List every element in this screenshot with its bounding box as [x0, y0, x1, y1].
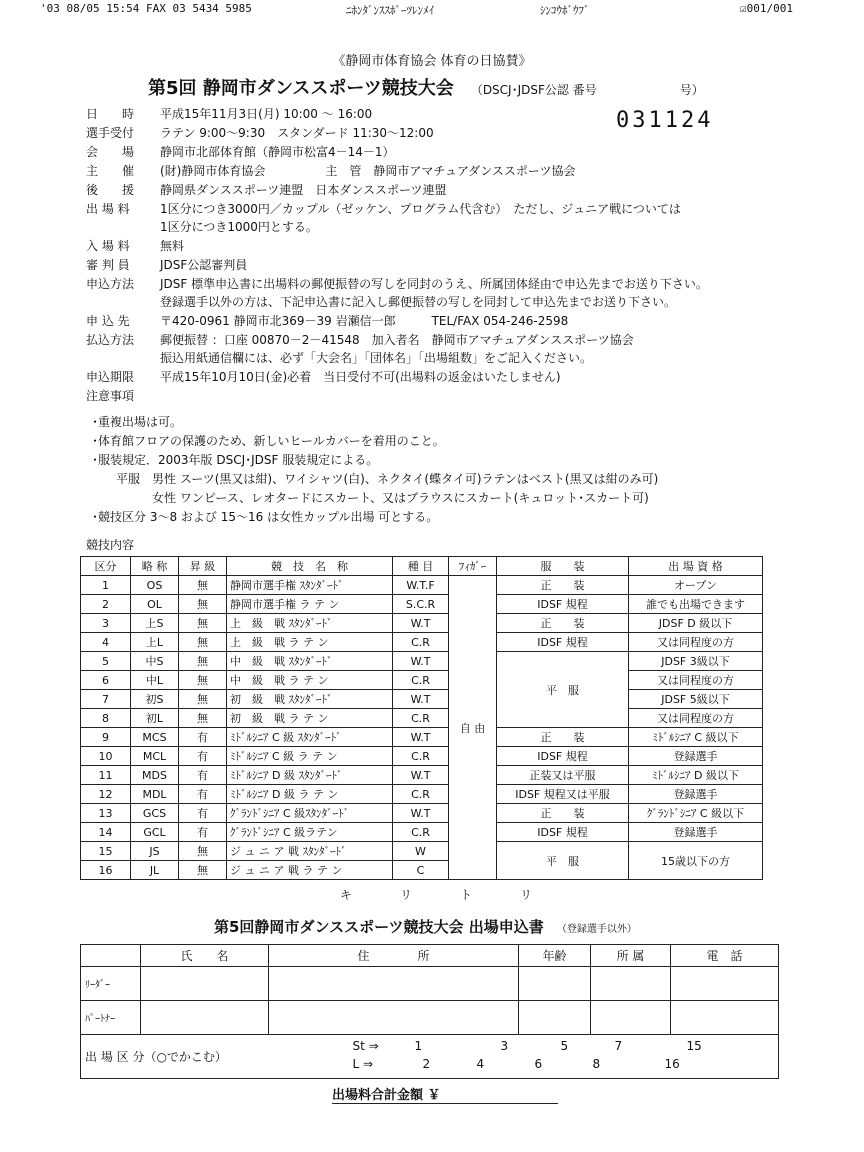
event-promotion: 無: [179, 633, 227, 652]
events-header-cell: 出 場 資 格: [629, 557, 763, 576]
event-row: [81, 747, 763, 766]
event-no: 16: [81, 861, 131, 880]
event-name: 中 級 戦 ｽﾀﾝﾀﾞｰﾄﾞ: [227, 652, 393, 671]
st-class-number[interactable]: 3: [500, 1038, 509, 1053]
events-heading: 競技内容: [86, 538, 135, 552]
form-header-age: 年齢: [519, 945, 591, 967]
event-dances: W: [393, 842, 449, 861]
document-title: 第5回 静岡市ダンススポーツ競技大会: [148, 78, 454, 99]
event-code: 中S: [131, 652, 179, 671]
event-row: [81, 595, 763, 614]
event-dances: C: [393, 861, 449, 880]
event-name: 中 級 戦 ラ テ ン: [227, 671, 393, 690]
event-dress: 平 服: [497, 842, 629, 880]
note-item: 平服 男性 スーツ(黒又は紺)、ワイシャツ(白)、ネクタイ(蝶タイ可)ラテンはベスト(黒又は紺のみ可): [92, 472, 659, 486]
event-qualification: ｸﾞﾗﾝﾄﾞｼﾆｱ C 級以下: [629, 804, 763, 823]
event-promotion: 有: [179, 747, 227, 766]
fax-datetime: '03 08/05 15:54 FAX 03 5434 5985: [40, 2, 252, 15]
event-row: [81, 766, 763, 785]
event-qualification: オープン: [629, 576, 763, 595]
form-title-line: [214, 916, 637, 937]
note-item: 女性 ワンピース、レオタードにスカート、又はブラウスにスカート(キュロット･スカート可): [92, 491, 649, 505]
info-label: 入 場 料: [86, 239, 130, 253]
event-no: 10: [81, 747, 131, 766]
info-label: 払込方法: [86, 333, 135, 347]
event-promotion: 有: [179, 728, 227, 747]
note-item: ･競技区分 3～8 および 15～16 は女性カップル出場 可とする。: [92, 510, 439, 524]
event-qualification: 又は同程度の方: [629, 633, 763, 652]
event-code: 初S: [131, 690, 179, 709]
leader-age-field[interactable]: [519, 967, 591, 1001]
info-value: 静岡県ダンススポーツ連盟 日本ダンススポーツ連盟: [160, 183, 447, 197]
event-name: 静岡市選手権 ｽﾀﾝﾀﾞｰﾄﾞ: [227, 576, 393, 595]
event-dress: IDSF 規程: [497, 633, 629, 652]
event-qualification: 登録選手: [629, 747, 763, 766]
info-label: 選手受付: [86, 126, 135, 140]
event-promotion: 無: [179, 671, 227, 690]
event-dances: C.R: [393, 633, 449, 652]
event-name: ｸﾞﾗﾝﾄﾞｼﾆｱ C 級ｽﾀﾝﾀﾞｰﾄﾞ: [227, 804, 393, 823]
event-name: 上 級 戦 ラ テ ン: [227, 633, 393, 652]
event-row: [81, 576, 763, 595]
fax-header: [40, 2, 840, 16]
event-promotion: 無: [179, 576, 227, 595]
leader-address-field[interactable]: [269, 967, 519, 1001]
event-dances: W.T: [393, 728, 449, 747]
fax-dept: ｼﾝｺｳﾎﾞｳﾌﾞ: [540, 4, 590, 17]
info-label: 主 催: [86, 164, 135, 178]
l-class-number[interactable]: 8: [592, 1056, 601, 1071]
event-row: [81, 652, 763, 671]
partner-affiliation-field[interactable]: [591, 1001, 671, 1035]
event-row: [81, 804, 763, 823]
event-name: ﾐﾄﾞﾙｼﾆｱ C 級 ｽﾀﾝﾀﾞｰﾄﾞ: [227, 728, 393, 747]
event-dress: IDSF 規程: [497, 823, 629, 842]
info-value: 1区分につき1000円とする。: [160, 220, 318, 234]
event-qualification: ﾐﾄﾞﾙｼﾆｱ C 級以下: [629, 728, 763, 747]
event-qualification: JDSF D 級以下: [629, 614, 763, 633]
event-dances: S.C.R: [393, 595, 449, 614]
event-row: [81, 671, 763, 690]
event-promotion: 無: [179, 690, 227, 709]
event-code: 初L: [131, 709, 179, 728]
info-value: 振込用紙通信欄には、必ず「大会名」「団体名」「出場組数」をご記入ください。: [160, 351, 593, 365]
events-header-row: [81, 557, 763, 576]
event-promotion: 有: [179, 766, 227, 785]
event-name: ジ ュ ニ ア 戦 ラ テ ン: [227, 861, 393, 880]
event-code: JS: [131, 842, 179, 861]
stamp-number: 031124: [616, 108, 714, 133]
note-item: ･体育館フロアの保護のため、新しいヒールカバーを着用のこと。: [92, 434, 445, 448]
events-header-cell: 種 目: [393, 557, 449, 576]
events-header-cell: ﾌｨｶﾞｰ: [449, 557, 497, 576]
event-qualification: ﾐﾄﾞﾙｼﾆｱ D 級以下: [629, 766, 763, 785]
info-value: 登録選手以外の方は、下記申込書に記入し郵便振替の写しを同封して申込先までお送り下さい。: [160, 295, 677, 309]
event-name: 初 級 戦 ｽﾀﾝﾀﾞｰﾄﾞ: [227, 690, 393, 709]
event-row: [81, 690, 763, 709]
event-no: 4: [81, 633, 131, 652]
document-subtitle-end: 号）: [679, 83, 704, 97]
leader-name-field[interactable]: [141, 967, 269, 1001]
event-promotion: 無: [179, 595, 227, 614]
event-row: [81, 614, 763, 633]
info-label: 注意事項: [86, 389, 135, 403]
event-name: 初 級 戦 ラ テ ン: [227, 709, 393, 728]
event-dances: W.T: [393, 614, 449, 633]
event-code: 上S: [131, 614, 179, 633]
info-value: 無料: [160, 239, 185, 253]
st-label: St ⇒: [352, 1038, 379, 1053]
event-name: ﾐﾄﾞﾙｼﾆｱ C 級 ラ テ ン: [227, 747, 393, 766]
events-header-cell: 服 装: [497, 557, 629, 576]
event-no: 11: [81, 766, 131, 785]
event-name: 静岡市選手権 ラ テ ン: [227, 595, 393, 614]
event-name: ジ ュ ニ ア 戦 ｽﾀﾝﾀﾞｰﾄﾞ: [227, 842, 393, 861]
event-no: 8: [81, 709, 131, 728]
info-label: 審 判 員: [86, 258, 130, 272]
event-code: 中L: [131, 671, 179, 690]
event-dress: IDSF 規程: [497, 747, 629, 766]
leader-phone-field[interactable]: [671, 967, 779, 1001]
event-qualification: JDSF 5級以下: [629, 690, 763, 709]
events-header-cell: 競 技 名 称: [227, 557, 393, 576]
event-no: 3: [81, 614, 131, 633]
fax-page: ☑001/001: [740, 2, 793, 15]
event-no: 12: [81, 785, 131, 804]
info-label: 出 場 料: [86, 202, 130, 216]
note-item: ･重複出場は可。: [92, 415, 183, 429]
events-header-cell: 区分: [81, 557, 131, 576]
event-dances: C.R: [393, 785, 449, 804]
event-qualification: JDSF 3級以下: [629, 652, 763, 671]
event-dances: W.T: [393, 652, 449, 671]
event-dress: 平 服: [497, 652, 629, 728]
form-header-name: 氏 名: [141, 945, 269, 967]
form-header-address: 住 所: [269, 945, 519, 967]
event-name: ｸﾞﾗﾝﾄﾞｼﾆｱ C 級ラテン: [227, 823, 393, 842]
event-dress: 正 装: [497, 728, 629, 747]
st-class-number[interactable]: 15: [686, 1038, 702, 1053]
entry-form: [80, 944, 779, 1079]
event-qualification: 又は同程度の方: [629, 709, 763, 728]
event-qualification: 登録選手: [629, 823, 763, 842]
event-qualification: 誰でも出場できます: [629, 595, 763, 614]
l-class-number[interactable]: 2: [422, 1056, 431, 1071]
partner-name-field[interactable]: [141, 1001, 269, 1035]
form-header-phone: 電 話: [671, 945, 779, 967]
event-dress: 正 装: [497, 804, 629, 823]
partner-label: ﾊﾟｰﾄﾅｰ: [81, 1001, 141, 1035]
event-no: 5: [81, 652, 131, 671]
partner-address-field[interactable]: [269, 1001, 519, 1035]
cut-line: キリトリ: [340, 888, 581, 902]
st-class-number[interactable]: 5: [560, 1038, 569, 1053]
leader-label: ﾘｰﾀﾞｰ: [81, 967, 141, 1001]
event-promotion: 有: [179, 823, 227, 842]
info-label: 申込方法: [86, 277, 135, 291]
event-name: ﾐﾄﾞﾙｼﾆｱ D 級 ｽﾀﾝﾀﾞｰﾄﾞ: [227, 766, 393, 785]
event-row: [81, 842, 763, 861]
event-dances: C.R: [393, 823, 449, 842]
event-qualification: 又は同程度の方: [629, 671, 763, 690]
event-dances: W.T: [393, 804, 449, 823]
info-value: 平成15年10月10日(金)必着 当日受付不可(出場料の返金はいたしません): [160, 370, 561, 384]
info-value: JDSF公認審判員: [160, 258, 248, 272]
l-class-number[interactable]: 16: [664, 1056, 680, 1071]
event-code: GCS: [131, 804, 179, 823]
event-no: 2: [81, 595, 131, 614]
event-dances: W.T: [393, 766, 449, 785]
event-dress: IDSF 規程又は平服: [497, 785, 629, 804]
l-label: L ⇒: [352, 1056, 374, 1071]
event-dances: C.R: [393, 747, 449, 766]
event-code: OL: [131, 595, 179, 614]
info-value: ラテン 9:00～9:30 スタンダード 11:30～12:00: [160, 126, 434, 140]
info-value: (財)静岡市体育協会 主 管 静岡市アマチュアダンススポーツ協会: [160, 164, 576, 178]
event-no: 6: [81, 671, 131, 690]
event-row: [81, 709, 763, 728]
events-table: [80, 556, 763, 880]
info-value: 静岡市北部体育館（静岡市松富4－14－1）: [160, 145, 395, 159]
events-header-cell: 略 称: [131, 557, 179, 576]
info-value: 〒420-0961 静岡市北369－39 岩瀬信一郎 TEL/FAX 054-246-2598: [160, 314, 569, 328]
event-promotion: 有: [179, 785, 227, 804]
event-no: 9: [81, 728, 131, 747]
event-code: MCS: [131, 728, 179, 747]
document-title-line: [148, 74, 704, 100]
form-title: 第5回静岡市ダンススポーツ競技大会 出場申込書: [214, 918, 544, 936]
event-no: 13: [81, 804, 131, 823]
info-value: 郵便振替 ：口座 00870－2－41548 加入者名 静岡市アマチュアダンススポーツ協会: [160, 333, 634, 347]
event-dress: 正装又は平服: [497, 766, 629, 785]
info-label: 日 時: [86, 107, 135, 121]
event-dances: C.R: [393, 709, 449, 728]
event-dress: 正 装: [497, 614, 629, 633]
class-label: 出 場 区 分（○でかこむ）: [81, 1035, 269, 1079]
form-subtitle: （登録選手以外）: [556, 924, 637, 935]
event-code: JL: [131, 861, 179, 880]
sponsor-line: 《静岡市体育協会 体育の日協賛》: [332, 54, 532, 69]
leader-affiliation-field[interactable]: [591, 967, 671, 1001]
event-qualification: 登録選手: [629, 785, 763, 804]
info-label: 会 場: [86, 145, 135, 159]
document-subtitle: （DSCJ･JDSF公認 番号: [470, 83, 597, 97]
event-promotion: 無: [179, 614, 227, 633]
event-promotion: 無: [179, 652, 227, 671]
l-class-line: [273, 1057, 775, 1075]
event-dress: IDSF 規程: [497, 595, 629, 614]
event-code: MDL: [131, 785, 179, 804]
event-row: [81, 728, 763, 747]
event-promotion: 無: [179, 861, 227, 880]
form-header-blank: [81, 945, 141, 967]
event-no: 7: [81, 690, 131, 709]
info-label: 申込期限: [86, 370, 135, 384]
event-name: 上 級 戦 ｽﾀﾝﾀﾞｰﾄﾞ: [227, 614, 393, 633]
event-code: MCL: [131, 747, 179, 766]
info-label: 申 込 先: [86, 314, 130, 328]
event-code: 上L: [131, 633, 179, 652]
event-dress: 正 装: [497, 576, 629, 595]
st-class-line: [273, 1039, 775, 1057]
total-fee-label: 出場料合計金額 ￥: [332, 1084, 558, 1104]
partner-age-field[interactable]: [519, 1001, 591, 1035]
event-code: GCL: [131, 823, 179, 842]
partner-phone-field[interactable]: [671, 1001, 779, 1035]
event-row: [81, 785, 763, 804]
event-row: [81, 633, 763, 652]
info-value: 平成15年11月3日(月) 10:00 ～ 16:00: [160, 107, 373, 121]
event-promotion: 無: [179, 842, 227, 861]
form-header-affiliation: 所 属: [591, 945, 671, 967]
event-dances: W.T.F: [393, 576, 449, 595]
event-no: 15: [81, 842, 131, 861]
fax-sender: ﾆﾎﾝﾀﾞﾝｽｽﾎﾟｰﾂﾚﾝﾒｲ: [346, 4, 434, 17]
events-header-cell: 昇 級: [179, 557, 227, 576]
event-no: 14: [81, 823, 131, 842]
event-figure: 自 由: [449, 576, 497, 880]
note-item: ･服装規定．2003年版 DSCJ･JDSF 服装規定による。: [92, 453, 379, 467]
event-code: MDS: [131, 766, 179, 785]
event-promotion: 有: [179, 804, 227, 823]
event-dances: C.R: [393, 671, 449, 690]
event-code: OS: [131, 576, 179, 595]
info-value: JDSF 標準申込書に出場料の郵便振替の写しを同封のうえ、所属団体経由で申込先までお送り下さい。: [160, 277, 708, 291]
event-row: [81, 823, 763, 842]
event-promotion: 無: [179, 709, 227, 728]
st-class-number[interactable]: 1: [414, 1038, 423, 1053]
info-value: 1区分につき3000円／カップル（ゼッケン、プログラム代含む） ただし、ジュニア戦については: [160, 202, 681, 216]
st-class-number[interactable]: 7: [614, 1038, 623, 1053]
info-label: 後 援: [86, 183, 135, 197]
event-qualification: 15歳以下の方: [629, 842, 763, 880]
class-selection[interactable]: [269, 1035, 779, 1079]
l-class-number[interactable]: 6: [534, 1056, 543, 1071]
event-dances: W.T: [393, 690, 449, 709]
event-no: 1: [81, 576, 131, 595]
l-class-number[interactable]: 4: [476, 1056, 485, 1071]
event-name: ﾐﾄﾞﾙｼﾆｱ D 級 ラ テ ン: [227, 785, 393, 804]
